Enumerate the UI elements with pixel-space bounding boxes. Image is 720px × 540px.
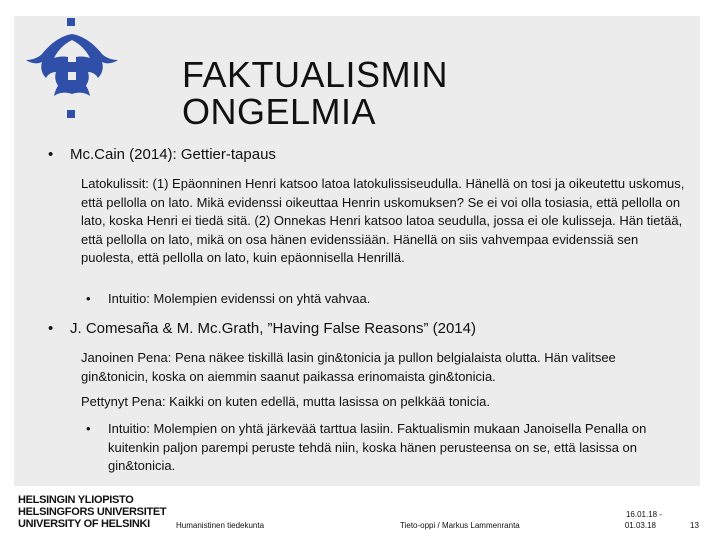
footer-date-end: 01.03.18 [624, 521, 656, 530]
bullet-paragraph: Janoinen Pena: Pena näkee tiskillä lasin gin&tonicia ja pullon belgialaista olutta. Hän valitsee gin&tonicin, koska on aiemmin saanut paikassa erinomaista gin&tonicia. [81, 350, 616, 384]
bullet-heading: J. Comesaña & M. Mc.Grath, ”Having False Reasons” (2014) [70, 320, 476, 337]
helsinki-university-logo-icon [12, 14, 132, 124]
university-name-en: UNIVERSITY OF HELSINKI [18, 518, 150, 530]
university-name-fi: HELSINGIN YLIOPISTO [18, 494, 134, 506]
footer-date-start: 16.01.18 - [625, 510, 662, 519]
university-wordmark [18, 494, 166, 530]
bullet-icon: • [48, 320, 54, 337]
bullet-paragraph: Latokulissit: (1) Epäonninen Henri katsoo latoa latokulissiseudulla. Hänellä on tosi ja oikeutettu uskomus, että pellolla on lato. Mikä evidenssi oikeuttaa Henrin uskomuksen? Se ei voi olla tosiasia, että pellolla on lato, koska Henri ei tiedä sitä. (2) Onnekas Henri katsoo latoa seudulla, jossa ei ole kulisseja. Hän tietää, että pellolla on lato, mikä on osa hänen evidenssiään. Hänellä on siis vahvempaa evidenssiä sen puolesta, että pellolla on lato, kuin epäonnisella Henrillä. [81, 176, 685, 265]
bullet-icon: • [86, 421, 91, 436]
bullet-heading: Mc.Cain (2014): Gettier-tapaus [70, 146, 276, 163]
university-name-sv: HELSINGFORS UNIVERSITET [18, 506, 167, 518]
bullet-paragraph: Pettynyt Pena: Kaikki on kuten edellä, mutta lasissa on pelkkää tonicia. [81, 394, 491, 409]
footer-faculty: Humanistinen tiedekunta [176, 521, 265, 530]
bullet-icon: • [86, 291, 91, 306]
page-number: 13 [690, 521, 699, 530]
sub-bullet-text: Intuitio: Molempien on yhtä järkevää tarttua lasiin. Faktualismin mukaan Janoisella Penalla on kuitenkin paljon parempi peruste tehdä niin, koska hänen perusteensa on se, että lasissa on gin&tonicia. [108, 421, 647, 473]
footer-course: Tieto-oppi / Markus Lammenranta [400, 521, 520, 530]
bullet-icon: • [48, 146, 54, 163]
sub-bullet-text: Intuitio: Molempien evidenssi on yhtä vahvaa. [108, 291, 371, 306]
slide-title: FAKTUALISMIN ONGELMIA [182, 54, 449, 132]
